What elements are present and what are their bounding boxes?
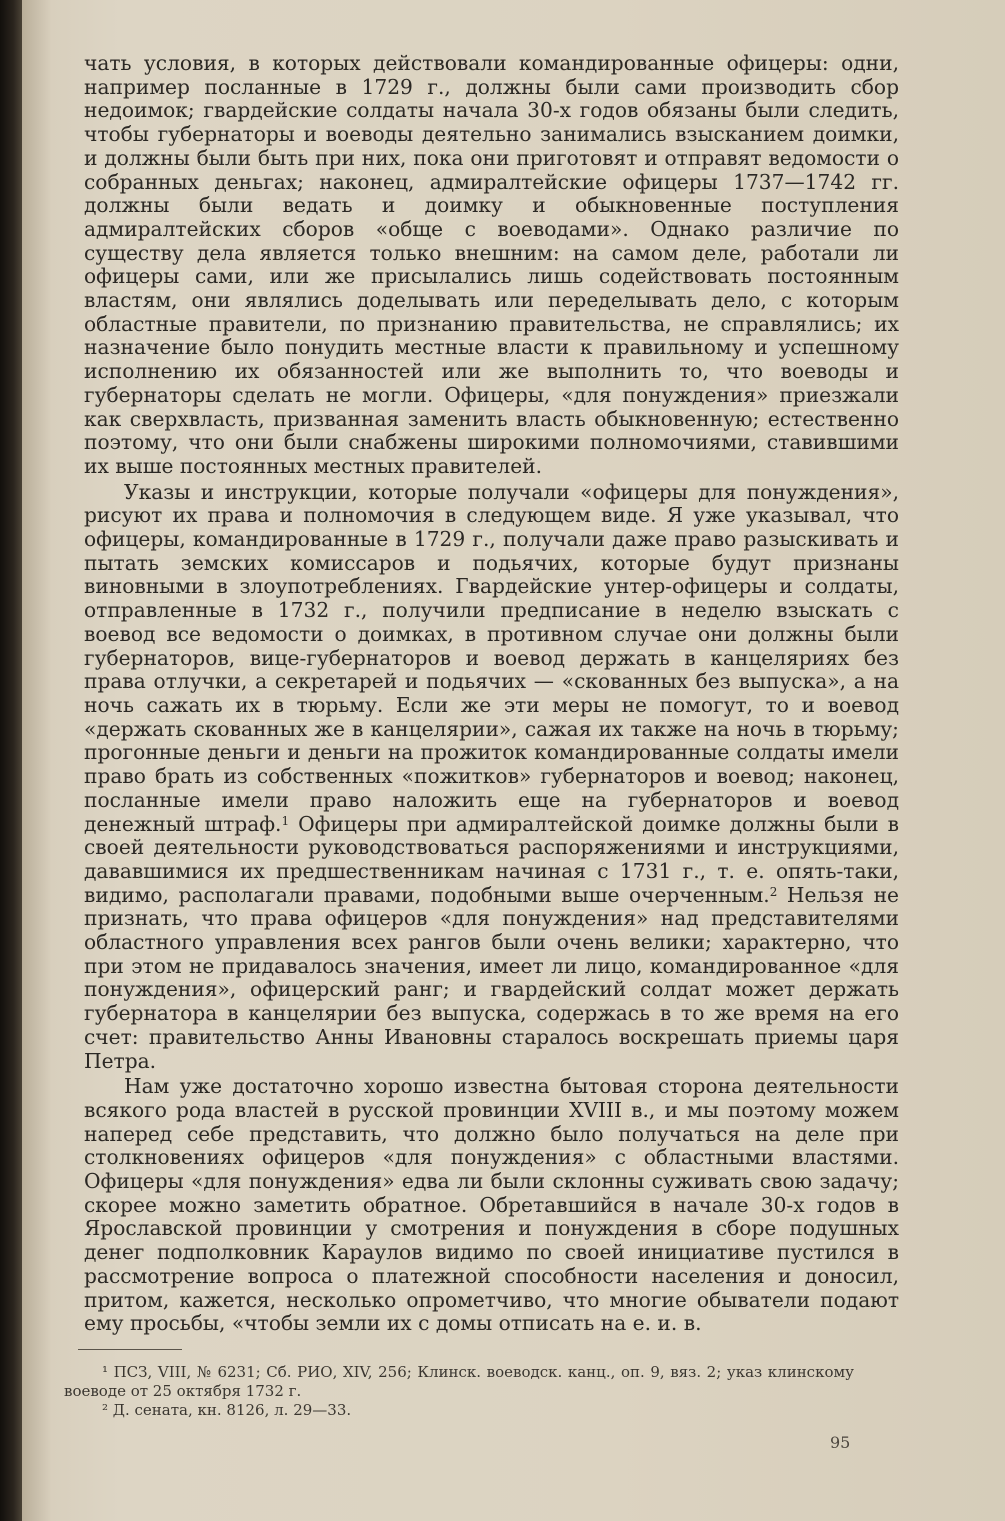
- body-text: [84, 52, 899, 1336]
- footnote-2: ² Д. сената, кн. 8126, л. 29—33.: [102, 1401, 352, 1419]
- book-page: [22, 0, 1005, 1521]
- footnotes: [64, 1363, 854, 1420]
- book-spine-shadow: [0, 0, 22, 1521]
- paragraph-2-part-3: Нельзя не признать, что права офицеров «для понуждения» над представителями областного управления всех рангов были очень велики; характерно, что при этом не придавалось значения, имеет ли лицо, командированное «для понуждения», офицерский ранг; и гвардейский солдат может держать губернатора в канцелярии без выпуска, содержась в то же время на его счет: правительство Анны Ивановны старалось воскрешать приемы царя Петра.: [84, 882, 899, 1073]
- paragraph-2-part-2: Офицеры при адмиралтейской доимке должны были в своей деятельности руководствоваться распоряжениями и инструкциями, дававшимися их предшественникам начиная с 1731 г., т. е. опять-таки, видимо, располагали правами, подобными выше очерченным.: [84, 811, 899, 907]
- footnote-divider: [78, 1349, 182, 1350]
- paragraph-2-part-1: Указы и инструкции, которые получали «офицеры для понуждения», рисуют их права и полномочия в следующем виде. Я уже указывал, что офицеры, командированные в 1729 г., получали даже право разыскивать и пытать земских комиссаров и подьячих, которые будут признаны виновными в злоупотреблениях. Гвардейские унтер-офицеры и солдаты, отправленные в 1732 г., получили предписание в неделю взыскать с воевод все ведомости о доимках, в противном случае они должны были губернаторов, вице-губернаторов и воевод держать в канцеляриях без права отлучки, а секретарей и подьячих — «скованных без выпуска», а на ночь сажать их в тюрьму. Если же эти меры не помогут, то и воевод «держать скованных же в канцелярии», сажая их также на ночь в тюрьму; прогонные деньги и деньги на прожиток командированные солдаты имели право брать из собственных «пожитков» губернаторов и воевод; наконец, посланные имели право наложить еще на губернаторов и воевод денежный штраф.: [84, 479, 899, 836]
- page-number: 95: [830, 1433, 851, 1452]
- footnote-ref-1: 1: [281, 813, 290, 828]
- footnote-ref-2: 2: [769, 884, 778, 899]
- paragraph-3: Нам уже достаточно хорошо известна бытовая сторона деятельности всякого рода властей в русской провинции XVIII в., и мы поэтому можем наперед себе представить, что должно было получаться на деле при столкновениях офицеров «для понуждения» с областными властями. Офицеры «для понуждения» едва ли были склонны суживать свою задачу; скорее можно заметить обратное. Обретавшийся в начале 30-х годов в Ярославской провинции у смотрения и понуждения в сборе подушных денег подполковник Караулов видимо по своей инициативе пустился в рассмотрение вопроса о платежной способности населения и доносил, притом, кажется, несколько опрометчиво, что многие обыватели подают ему просьбы, «чтобы земли их с домы отписать на е. и. в.: [84, 1074, 899, 1336]
- footnote-1: ¹ ПСЗ, VIII, № 6231; Сб. РИО, XIV, 256; Клинск. воеводск. канц., оп. 9, вяз. 2; указ клинскому воеводе от 25 октября 1732 г.: [64, 1363, 854, 1400]
- paragraph-1: чать условия, в которых действовали командированные офицеры: одни, например посланные в 1729 г., должны были сами производить сбор недоимок; гвардейские солдаты начала 30-х годов обязаны были следить, чтобы губернаторы и воеводы деятельно занимались взысканием доимки, и должны были быть при них, пока они приготовят и отправят ведомости о собранных деньгах; наконец, адмиралтейские офицеры 1737—1742 гг. должны были ведать и доимку и обыкновенные поступления адмиралтейских сборов «обще с воеводами». Однако различие по существу дела является только внешним: на самом деле, работали ли офицеры сами, или же присылались лишь содействовать постоянным властям, они являлись доделывать или переделывать дело, с которым областные правители, по признанию правительства, не справлялись; их назначение было понудить местные власти к правильному и успешному исполнению их обязанностей или же выполнить то, что воеводы и губернаторы сделать не могли. Офицеры, «для понуждения» приезжали как сверхвласть, призванная заменить власть обыкновенную; естественно поэтому, что они были снабжены широкими полномочиями, ставившими их выше постоянных местных правителей.: [84, 51, 899, 478]
- paragraph-2: [84, 481, 899, 1074]
